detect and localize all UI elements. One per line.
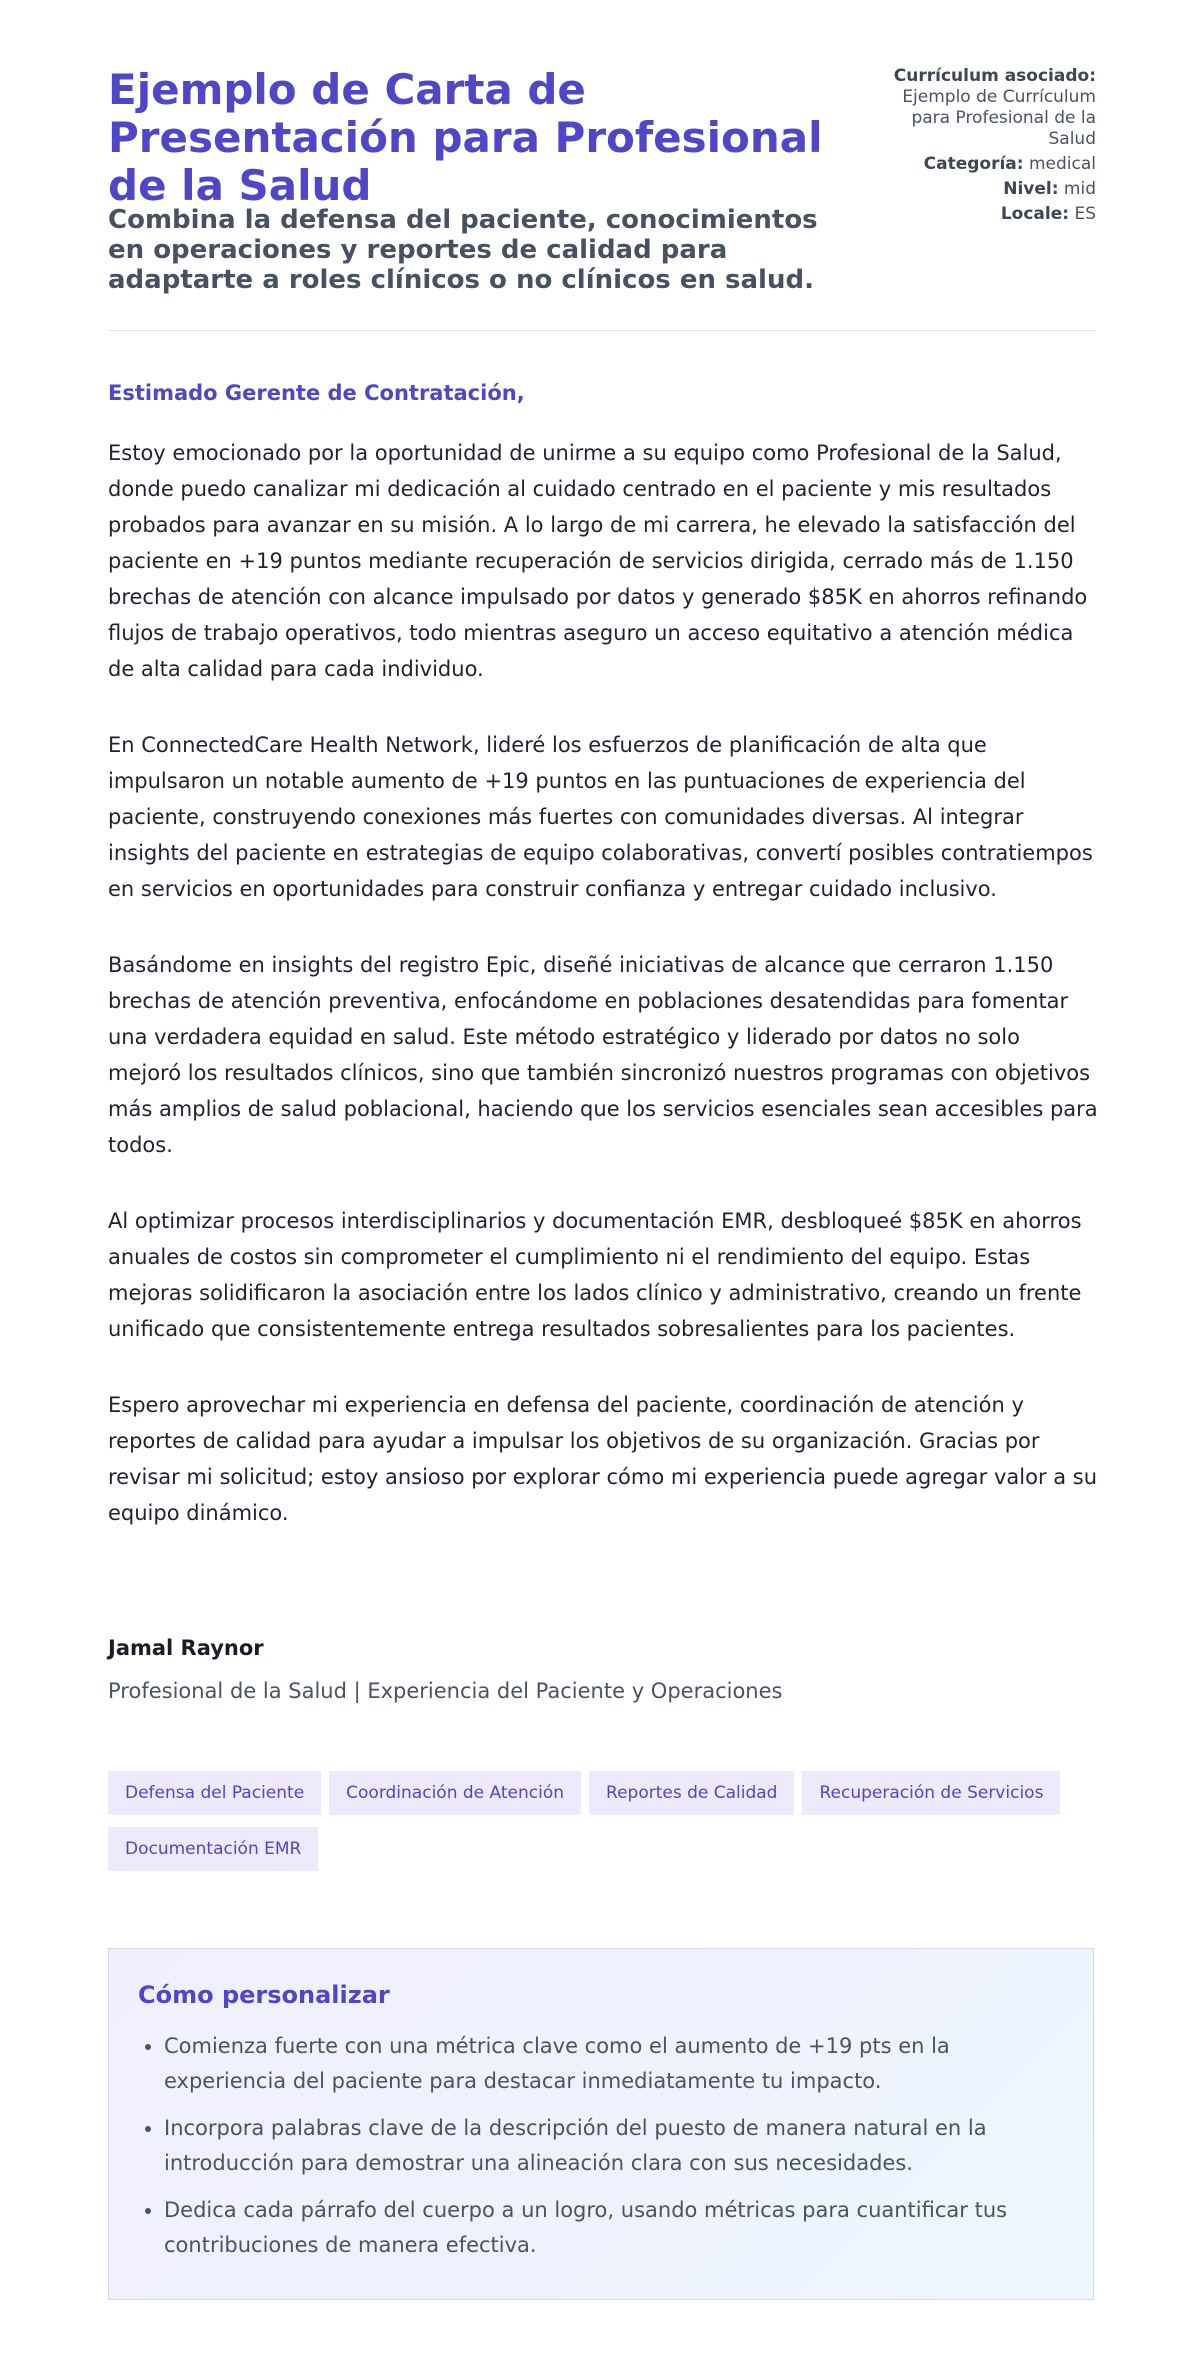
- letter-body: [108, 435, 1098, 1571]
- meta-category: [886, 154, 1096, 175]
- tips-item: • Dedica cada párrafo del cuerpo a un logro, usando métricas para cuantificar tus contribuciones de manera efectiva.: [164, 2193, 1064, 2263]
- meta-resume-label: Currículum asociado:: [893, 66, 1096, 86]
- skill-tag: Documentación EMR: [108, 1827, 318, 1871]
- meta-locale-label: Locale:: [1000, 204, 1070, 224]
- letter-paragraph: Estoy emocionado por la oportunidad de unirme a su equipo como Profesional de la Salud, donde puedo canalizar mi dedicación al cuidado centrado en el paciente y mis resultados probados para avanzar en su misión. A lo largo de mi carrera, he elevado la satisfacción del paciente en +19 puntos mediante recuperación de servicios dirigida, cerrado más de 1.150 brechas de atención con alcance impulsado por datos y generado $85K en ahorros refinando flujos de trabajo operativos, todo mientras aseguro un acceso equitativo a atención médica de alta calidad para cada individuo.: [108, 441, 1088, 681]
- meta-level-value: mid: [1063, 179, 1096, 199]
- letter-paragraph: Basándome en insights del registro Epic, diseñé iniciativas de alcance que cerraron 1.150 brechas de atención preventiva, enfocándome en poblaciones desatendidas para fomentar una verdadera equidad en salud. Este método estratégico y liderado por datos no solo mejoró los resultados clínicos, sino que también sincronizó nuestros programas con objetivos más amplios de salud poblacional, haciendo que los servicios esenciales sean accesibles para todos.: [108, 953, 1098, 1157]
- letter-paragraph: Al optimizar procesos interdisciplinarios y documentación EMR, desbloqueé $85K en ahorros anuales de costos sin comprometer el cumplimiento ni el rendimiento del equipo. Estas mejoras solidificaron la asociación entre los lados clínico y administrativo, creando un frente unificado que consistentemente entrega resultados sobresalientes para los pacientes.: [108, 1209, 1082, 1341]
- skill-tag: Defensa del Paciente: [108, 1771, 321, 1815]
- skill-tag: Recuperación de Servicios: [802, 1771, 1060, 1815]
- page-subtitle: Combina la defensa del paciente, conocimientos en operaciones y reportes de calidad para adaptarte a roles clínicos o no clínicos en salud.: [108, 205, 818, 295]
- meta-panel: [886, 66, 1096, 229]
- meta-category-value: medical: [1028, 154, 1096, 174]
- tips-title: Cómo personalizar: [138, 1981, 390, 2009]
- tips-box: [108, 1948, 1094, 2300]
- meta-locale: [886, 204, 1096, 225]
- content: [108, 0, 1098, 2257]
- page-title: Ejemplo de Carta de Presentación para Profesional de la Salud: [108, 65, 823, 210]
- tips-item: • Incorpora palabras clave de la descripción del puesto de manera natural en la introducción para demostrar una alineación clara con sus necesidades.: [164, 2111, 1064, 2181]
- meta-locale-value: ES: [1074, 204, 1096, 224]
- letter-paragraph: En ConnectedCare Health Network, lideré los esfuerzos de planificación de alta que impulsaron un notable aumento de +19 puntos en las puntuaciones de experiencia del paciente, construyendo conexiones más fuertes con comunidades diversas. Al integrar insights del paciente en estrategias de equipo colaborativas, convertí posibles contratiempos en servicios en oportunidades para construir confianza y entregar cuidado inclusivo.: [108, 733, 1093, 901]
- meta-resume-value: Ejemplo de Currículum para Profesional de la Salud: [902, 87, 1096, 149]
- letter-greeting: Estimado Gerente de Contratación,: [108, 381, 525, 405]
- letter-paragraph: Espero aprovechar mi experiencia en defensa del paciente, coordinación de atención y reportes de calidad para ayudar a impulsar los objetivos de su organización. Gracias por revisar mi solicitud; estoy ansioso por explorar cómo mi experiencia puede agregar valor a su equipo dinámico.: [108, 1393, 1098, 1525]
- skill-tag: Reportes de Calidad: [589, 1771, 794, 1815]
- signature-name: Jamal Raynor: [108, 1636, 264, 1660]
- header: [108, 0, 1096, 331]
- skill-tags: [108, 1771, 1098, 1883]
- meta-level-label: Nivel:: [1003, 179, 1059, 199]
- signature-role: Profesional de la Salud | Experiencia del Paciente y Operaciones: [108, 1679, 783, 1703]
- meta-category-label: Categoría:: [923, 154, 1024, 174]
- skill-tag: Coordinación de Atención: [329, 1771, 581, 1815]
- tips-item: • Comienza fuerte con una métrica clave como el aumento de +19 pts en la experiencia del paciente para destacar inmediatamente tu impacto.: [164, 2029, 1064, 2099]
- tips-list: [138, 2029, 1064, 2275]
- meta-resume: [886, 66, 1096, 150]
- meta-level: [886, 179, 1096, 200]
